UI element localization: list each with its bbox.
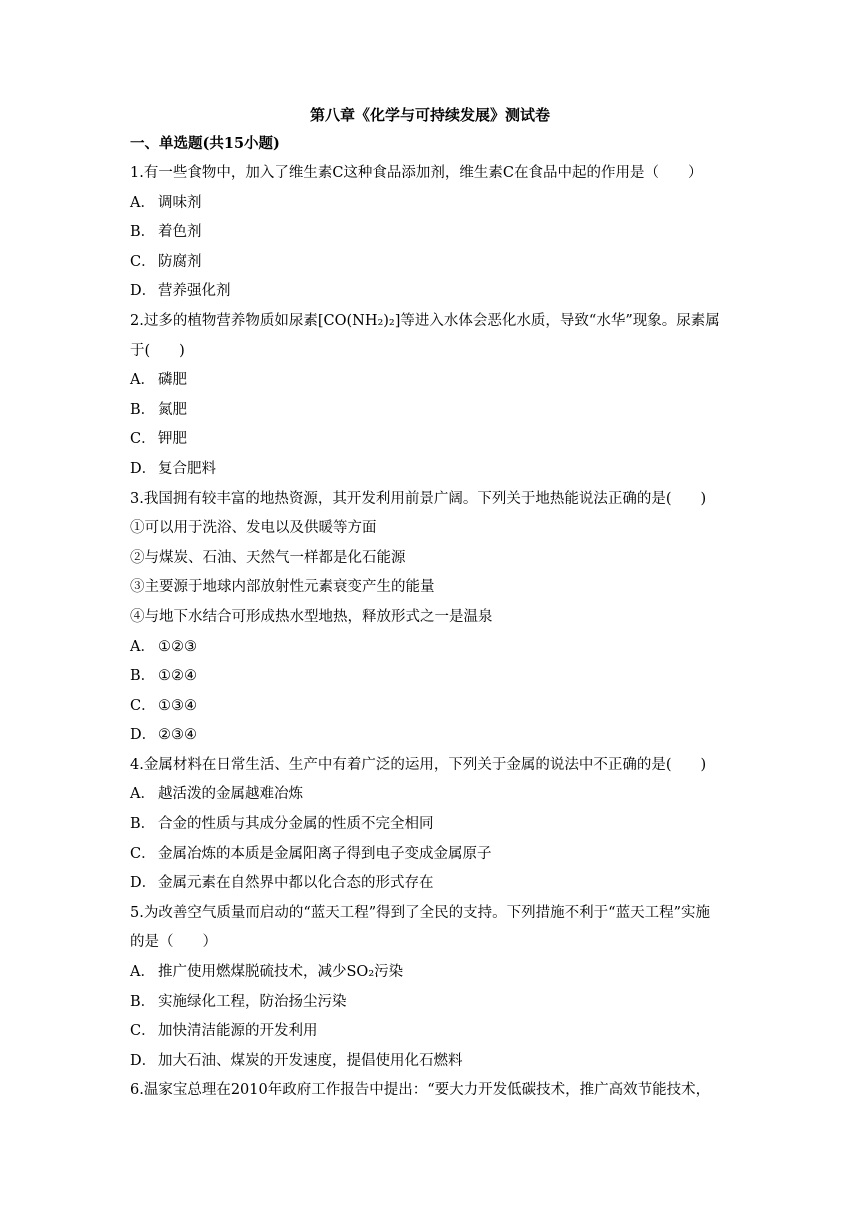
answer-option: [130, 991, 730, 1021]
option-text: 着色剂: [158, 224, 202, 241]
answer-option: [130, 783, 730, 813]
option-key: D．: [130, 727, 157, 744]
option-key: D．: [130, 283, 157, 300]
answer-option: [130, 221, 730, 251]
answer-option: [130, 280, 730, 310]
question-list: [130, 162, 730, 1109]
answer-option: [130, 813, 730, 843]
page-title: 第八章《化学与可持续发展》测试卷: [309, 106, 550, 124]
option-key: A．: [130, 638, 155, 655]
question-stem: 2.过多的植物营养物质如尿素[CO(NH₂)₂]等进入水体会恶化水质，导致“水华”现象。尿素属: [130, 312, 720, 329]
option-key: B．: [130, 816, 156, 833]
option-key: B．: [130, 401, 156, 418]
option-key: B．: [130, 224, 156, 241]
answer-option: [130, 369, 730, 399]
answer-option: [130, 695, 730, 725]
question-stem-continuation: 于( ): [130, 342, 185, 359]
option-key: C．: [130, 1023, 156, 1040]
option-key: B．: [130, 668, 156, 685]
option-text: 金属元素在自然界中都以化合态的形式存在: [158, 875, 434, 892]
option-text: ①②③: [158, 638, 197, 655]
question-stem-continuation: ③主要源于地球内部放射性元素衰变产生的能量: [130, 579, 435, 596]
option-text: 磷肥: [158, 372, 187, 389]
option-key: D．: [130, 875, 157, 892]
answer-option: [130, 872, 730, 902]
answer-option: [130, 961, 730, 991]
answer-option: [130, 843, 730, 873]
option-text: 合金的性质与其成分金属的性质不完全相同: [158, 816, 434, 833]
option-text: 氮肥: [158, 401, 187, 418]
question-stem: 4.金属材料在日常生活、生产中有着广泛的运用，下列关于金属的说法中不正确的是( ): [130, 756, 707, 773]
question-stem: 6.温家宝总理在2010年政府工作报告中提出：“要大力开发低碳技术，推广高效节能技术，: [130, 1082, 711, 1099]
option-key: A．: [130, 786, 155, 803]
answer-option: [130, 399, 730, 429]
option-key: B．: [130, 993, 156, 1010]
option-key: A．: [130, 372, 155, 389]
option-text: 越活泼的金属越难冶炼: [158, 786, 303, 803]
option-key: D．: [130, 1052, 157, 1069]
question-stem-continuation: ①可以用于洗浴、发电以及供暖等方面: [130, 520, 377, 537]
answer-option: [130, 724, 730, 754]
answer-option: [130, 665, 730, 695]
section-heading: 一、单选题(共15小题): [130, 135, 280, 152]
question-stem: 5.为改善空气质量而启动的“蓝天工程”得到了全民的支持。下列措施不利于“蓝天工程”实施: [130, 904, 710, 921]
answer-option: [130, 428, 730, 458]
answer-option: [130, 251, 730, 281]
question-stem: 3.我国拥有较丰富的地热资源，其开发利用前景广阔。下列关于地热能说法正确的是( ): [130, 490, 707, 507]
question-stem-continuation: ②与煤炭、石油、天然气一样都是化石能源: [130, 549, 406, 566]
answer-option: [130, 458, 730, 488]
option-text: 加快清洁能源的开发利用: [158, 1023, 318, 1040]
option-text: 金属冶炼的本质是金属阳离子得到电子变成金属原子: [158, 845, 492, 862]
question-stem-continuation: ④与地下水结合可形成热水型地热，释放形式之一是温泉: [130, 608, 493, 625]
question-stem-continuation: 的是（ ）: [130, 934, 217, 951]
question-stem: 1.有一些食物中，加入了维生素C这种食品添加剂，维生素C在食品中起的作用是（ ）: [130, 165, 703, 181]
option-text: ②③④: [158, 727, 197, 744]
option-key: A．: [130, 964, 155, 981]
option-key: D．: [130, 460, 157, 477]
option-text: 实施绿化工程，防治扬尘污染: [158, 993, 347, 1010]
option-text: 防腐剂: [158, 253, 202, 270]
option-text: 调味剂: [158, 194, 202, 211]
option-text: 推广使用燃煤脱硫技术，减少SO₂污染: [158, 964, 404, 981]
answer-option: [130, 1050, 730, 1080]
option-text: 营养强化剂: [158, 283, 231, 300]
answer-option: [130, 636, 730, 666]
option-text: 复合肥料: [158, 460, 216, 477]
option-text: ①③④: [158, 697, 197, 714]
option-text: 加大石油、煤炭的开发速度，提倡使用化石燃料: [158, 1052, 463, 1069]
option-key: C．: [130, 253, 156, 270]
option-key: A．: [130, 194, 155, 211]
option-key: C．: [130, 845, 156, 862]
option-text: 钾肥: [158, 431, 187, 448]
option-key: C．: [130, 697, 156, 714]
answer-option: [130, 1020, 730, 1050]
answer-option: [130, 192, 730, 222]
option-key: C．: [130, 431, 156, 448]
option-text: ①②④: [158, 668, 197, 685]
